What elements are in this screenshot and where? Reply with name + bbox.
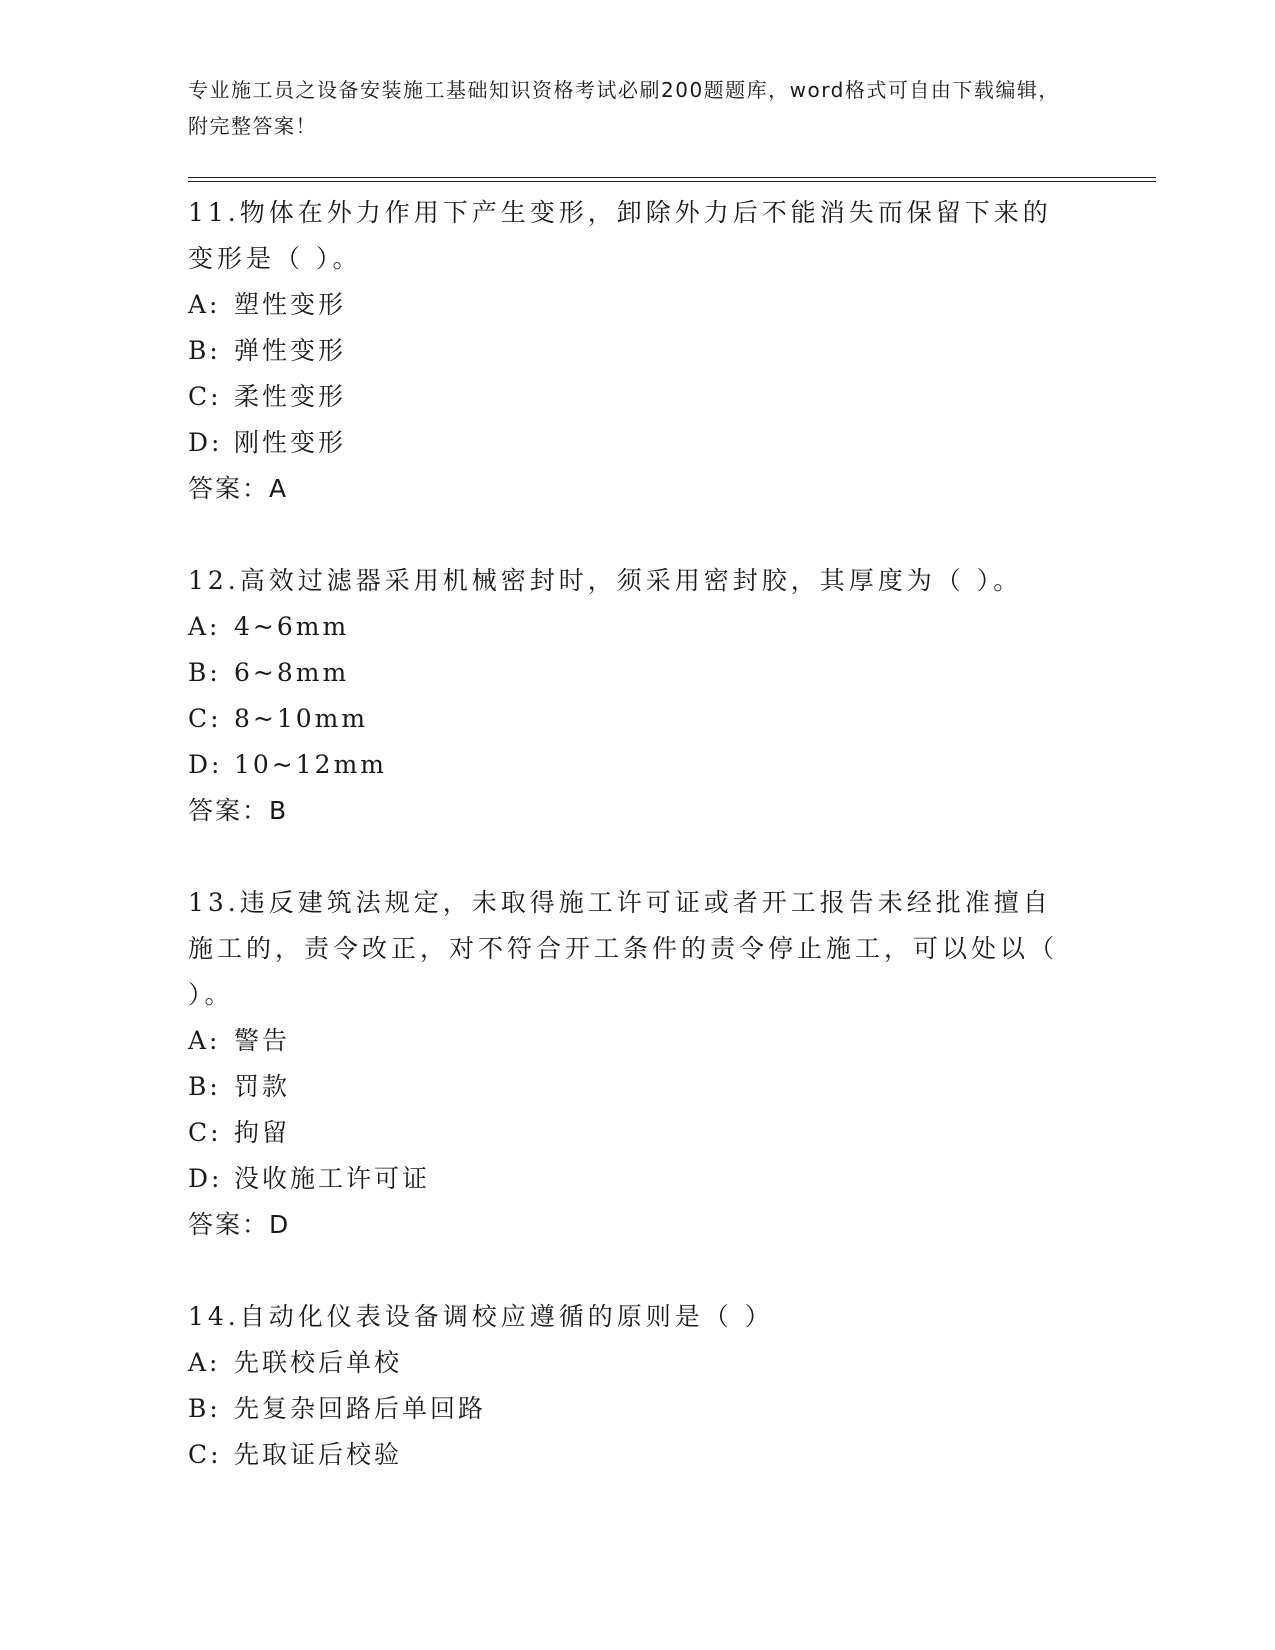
option-letter: A: <box>188 612 221 641</box>
option-a <box>188 282 1068 328</box>
question-number: 13. <box>188 888 240 917</box>
option-text: 10~12mm <box>234 750 387 779</box>
option-letter: D: <box>188 1164 223 1193</box>
option-letter: C: <box>188 704 222 733</box>
option-letter: D: <box>188 750 223 779</box>
option-letter: C: <box>188 382 222 411</box>
option-letter: C: <box>188 1118 222 1147</box>
option-text: 6~8mm <box>234 658 350 687</box>
option-text: 拘留 <box>234 1118 291 1147</box>
header-divider-bottom <box>188 181 1156 182</box>
option-c <box>188 1110 1068 1156</box>
option-text: 警告 <box>234 1026 291 1055</box>
option-text: 塑性变形 <box>234 290 347 319</box>
option-d <box>188 1156 1068 1202</box>
option-text: 8~10mm <box>234 704 369 733</box>
question-stem <box>188 558 1068 604</box>
option-a <box>188 1340 1068 1386</box>
option-a <box>188 1018 1068 1064</box>
question-number: 11. <box>188 198 240 227</box>
option-c <box>188 696 1068 742</box>
question-text: 违反建筑法规定，未取得施工许可证或者开工报告未经批准擅自施工的，责令改正，对不符合开工条件的责令停止施工，可以处以（ ）。 <box>188 888 1059 1009</box>
option-text: 柔性变形 <box>234 382 347 411</box>
option-d <box>188 742 1068 788</box>
option-letter: C: <box>188 1440 222 1469</box>
option-letter: A: <box>188 290 221 319</box>
question-14 <box>188 1294 1068 1478</box>
question-text: 高效过滤器采用机械密封时，须采用密封胶，其厚度为（ ）。 <box>239 566 1023 595</box>
option-text: 先复杂回路后单回路 <box>234 1394 487 1423</box>
question-number: 14. <box>188 1302 240 1331</box>
option-letter: B: <box>188 336 221 365</box>
option-letter: A: <box>188 1026 221 1055</box>
answer-line: 答案：A <box>188 474 289 503</box>
option-letter: D: <box>188 428 223 457</box>
question-text: 物体在外力作用下产生变形，卸除外力后不能消失而保留下来的变形是（ ）。 <box>188 198 1052 273</box>
question-list <box>188 190 1068 1524</box>
option-text: 弹性变形 <box>234 336 347 365</box>
option-text: 没收施工许可证 <box>234 1164 431 1193</box>
question-12 <box>188 558 1068 834</box>
question-13 <box>188 880 1068 1248</box>
option-text: 罚款 <box>234 1072 291 1101</box>
question-stem <box>188 190 1068 282</box>
option-b <box>188 650 1068 696</box>
option-letter: B: <box>188 658 221 687</box>
option-text: 先联校后单校 <box>234 1348 403 1377</box>
header-divider-top <box>188 177 1156 178</box>
question-stem <box>188 1294 1068 1340</box>
question-number: 12. <box>188 566 240 595</box>
option-letter: B: <box>188 1394 221 1423</box>
document-intro: 专业施工员之设备安装施工基础知识资格考试必刷200题题库，word格式可自由下载编辑，附完整答案！ <box>188 78 1060 138</box>
option-letter: B: <box>188 1072 221 1101</box>
question-stem <box>188 880 1068 1018</box>
question-text: 自动化仪表设备调校应遵循的原则是（ ） <box>239 1302 774 1331</box>
option-text: 4~6mm <box>234 612 350 641</box>
answer-line: 答案：B <box>188 796 289 825</box>
option-text: 先取证后校验 <box>234 1440 403 1469</box>
option-d <box>188 420 1068 466</box>
option-c <box>188 1432 1068 1478</box>
option-b <box>188 1064 1068 1110</box>
option-b <box>188 328 1068 374</box>
answer-line: 答案：D <box>188 1210 291 1239</box>
option-a <box>188 604 1068 650</box>
question-11 <box>188 190 1068 512</box>
option-letter: A: <box>188 1348 221 1377</box>
option-text: 刚性变形 <box>234 428 347 457</box>
option-c <box>188 374 1068 420</box>
option-b <box>188 1386 1068 1432</box>
